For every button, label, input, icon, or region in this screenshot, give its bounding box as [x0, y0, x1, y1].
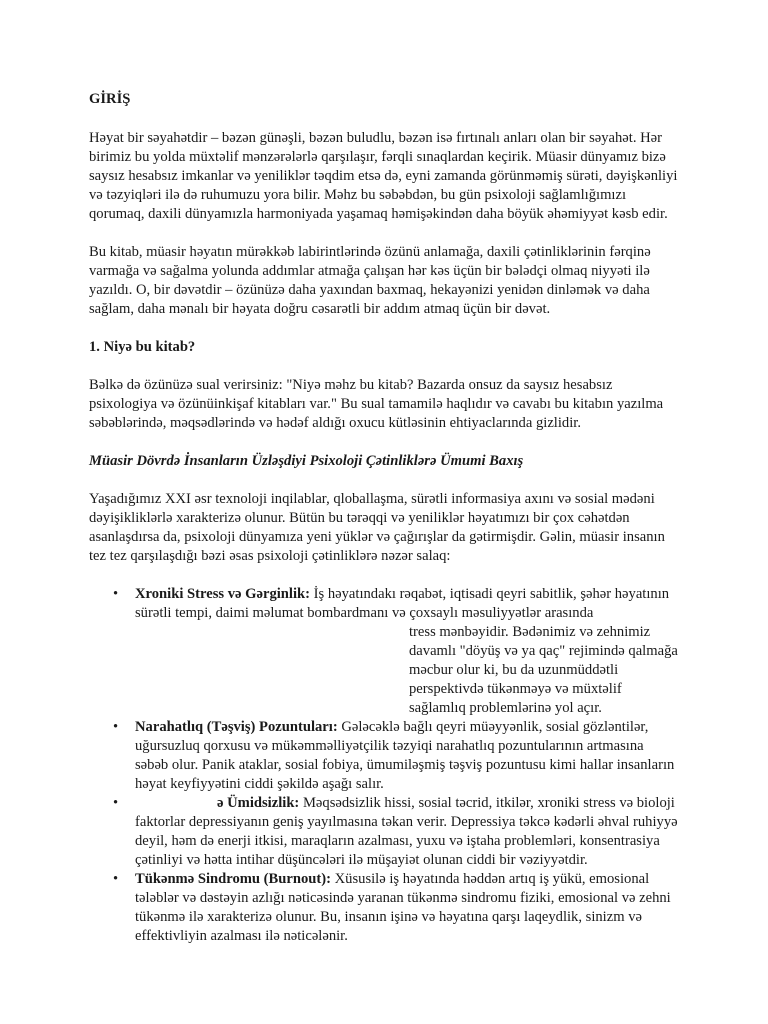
- intro-paragraph-1: Həyat bir səyahətdir – bəzən günəşli, bəzən buludlu, bəzən isə fırtınalı anları olan bir səyahət. Hər birimiz bu yolda müxtəlif mənzərələrlə qarşılaşır, fərqli sınaqlardan keçirik. Müasir dünyamız bizə saysız hesabsız imkanlar və yeniliklər təqdim etsə də, eyni zamanda görünməmiş sürəti, dəyişkənliyi və təzyiqləri ilə də ruhumuzu yora bilir. Məhz bu səbəbdən, bu gün psixoloji sağlamlığımızı qorumaq, daxili dünyamızla harmoniyada yaşamaq həmişəkindən daha böyük əhəmiyyət kəsb edir.: [89, 130, 678, 222]
- challenges-list: [89, 585, 679, 946]
- bullet-icon: •: [113, 871, 119, 887]
- bullet-icon: •: [113, 586, 119, 602]
- list-item-stress: [113, 585, 679, 718]
- list-item-text: İş həyatındakı rəqabət, iqtisadi qeyri sabitlik, şəhər həyatının sürətli tempi, daimi məlumat bombardmanı və çoxsaylı məsuliyyətlər arasında: [135, 586, 670, 621]
- list-item-text: Gələcəklə bağlı qeyri müəyyənlik, sosial gözləntilər, uğursuzluq qorxusu və mükəmməlliyətçilik təzyiqi narahatlıq pozuntularının artmasına səbəb olur. Panik ataklar, sosial fobiya, ümumiləşmiş təşviş pozuntusu kimi hallar insanların həyat keyfiyyətini ciddi şəkildə aşağı salır.: [135, 719, 675, 792]
- list-item-term: Narahatlıq (Təşviş) Pozuntuları:: [135, 719, 338, 735]
- list-item-anxiety: [113, 718, 679, 794]
- list-item-depression: [113, 794, 679, 870]
- list-item-text-continued: tress mənbəyidir. Bədənimiz və zehnimiz davamlı "döyüş və ya qaç" rejimində qalmağa məcbur olur ki, bu da uzunmüddətli perspektivdə tükənməyə və müxtəlif sağlamlıq problemlərinə yol açır.: [409, 624, 678, 716]
- document-page: [89, 90, 679, 946]
- intro-paragraph-2: Bu kitab, müasir həyatın mürəkkəb labirintlərində özünü anlamağa, daxili çətinliklərinin fərqinə varmağa və sağalma yolunda addımlar atmağa çalışan hər kəs üçün bir bələdçi olmaq niyyəti ilə yazıldı. O, bir dəvətdir – özünüzə daha yaxından baxmaq, hekayənizi yenidən dinləmək və daha sağlam, daha mənalı bir həyata doğru cəsarətli bir addım atmaq üçün bir dəvət.: [89, 244, 651, 317]
- subsection-heading: Müasir Dövrdə İnsanların Üzləşdiyi Psixoloji Çətinliklərə Ümumi Baxış: [89, 453, 524, 469]
- list-item-text: Xüsusilə iş həyatında həddən artıq iş yükü, emosional tələblər və dəstəyin azlığı nəticəsində yaranan tükənmə sindromu fiziki, emosional və zehni tükənmə ilə xarakterizə olunur. Bu, insanın işinə və həyatına qarşı laqeydlik, sinizm və effektivliyin azalması ilə nəticələnir.: [135, 871, 671, 944]
- document-title: GİRİŞ: [89, 91, 131, 107]
- section-heading: 1. Niyə bu kitab?: [89, 339, 196, 355]
- list-item-burnout: [113, 870, 679, 946]
- list-item-term: Xroniki Stress və Gərginlik:: [135, 586, 310, 602]
- list-item-text: Məqsədsizlik hissi, sosial təcrid, itkilər, xroniki stress və bioloji faktorlar depressiyanın geniş yayılmasına təkan verir. Depressiya təkcə kədərli əhval ruhiyyə deyil, həm də enerji itkisi, maraqların azalması, yuxu və iştaha problemləri, konsentrasiya çətinliyi və hətta intihar düşüncələri ilə müşayiət olunan ciddi bir vəziyyətdir.: [135, 795, 678, 868]
- list-item-term: ə Ümidsizlik:: [217, 795, 300, 811]
- list-item-term: Tükənmə Sindromu (Burnout):: [135, 871, 331, 887]
- bullet-icon: •: [113, 795, 119, 811]
- bullet-icon: •: [113, 719, 119, 735]
- subsection-paragraph: Yaşadığımız XXI əsr texnoloji inqilablar, qloballaşma, sürətli informasiya axını və sosial mədəni dəyişikliklərlə xarakterizə olunur. Bütün bu tərəqqi və yeniliklər həyatımızı bir çox cəhətdən asanlaşdırsa da, psixoloji dünyamıza yeni yüklər və çağırışlar da gətirmişdir. Gəlin, müasir insanın tez tez qarşılaşdığı bəzi əsas psixoloji çətinliklərə nəzər salaq:: [89, 491, 665, 564]
- section-paragraph: Bəlkə də özünüzə sual verirsiniz: "Niyə məhz bu kitab? Bazarda onsuz da saysız hesabsız psixologiya və özünüinkişaf kitabları var." Bu sual tamamilə haqlıdır və cavabı bu kitabın yazılma səbəblərində, məqsədlərində və hədəf aldığı oxucu kütləsinin ehtiyaclarında gizlidir.: [89, 377, 664, 431]
